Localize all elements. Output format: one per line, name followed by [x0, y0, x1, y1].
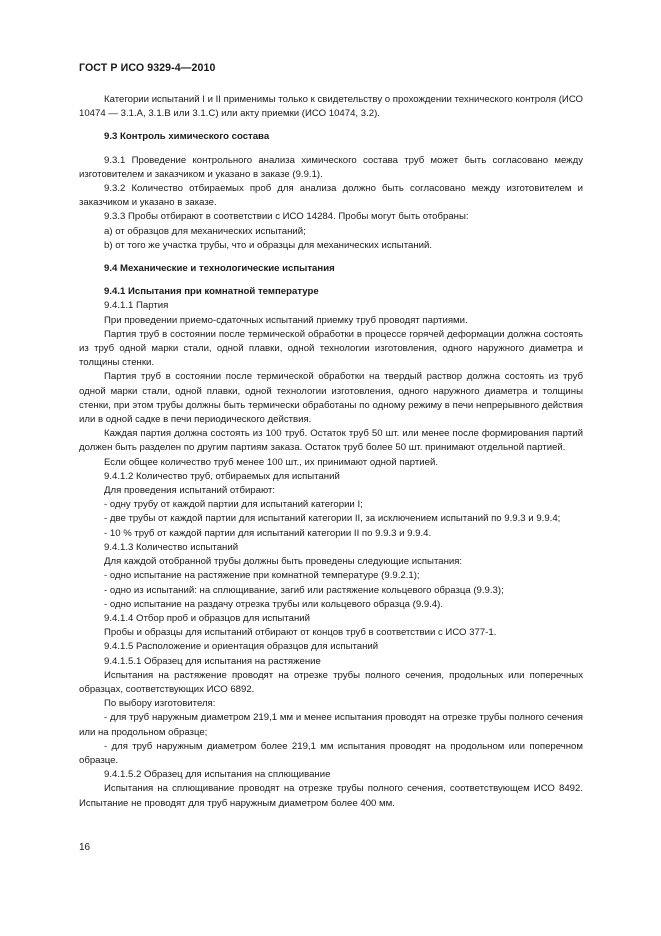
paragraph: Испытания на сплющивание проводят на отрезке трубы полного сечения, соответствующем ИСО 8492. Испытание не проводят для труб наружным диаметром более 400 мм. — [79, 783, 583, 809]
paragraph: При проведении приемо-сдаточных испытаний приемку труб проводят партиями. — [104, 314, 468, 326]
clause-title-9-4-1-2: 9.4.1.2 Количество труб, отбираемых для испытаний — [104, 470, 340, 482]
paragraph: Каждая партия должна состоять из 100 труб. Остаток труб 50 шт. или менее после формирования партий должен быть разделен по другим партиям заказа. Остаток труб более 50 шт. принимают отдельной партией. — [79, 428, 583, 454]
list-item: b) от того же участка трубы, что и образцы для механических испытаний. — [104, 239, 433, 251]
list-item: - 10 % труб от каждой партии для испытаний категории II по 9.9.3 и 9.9.4. — [104, 527, 432, 539]
list-item: - для труб наружным диаметром 219,1 мм и менее испытания проводят на отрезке трубы полного сечения или на продольном образце; — [79, 712, 583, 738]
paragraph-9-3-2: 9.3.2 Количество отбираемых проб для анализа должно быть согласовано между изготовителем и заказчиком и указано в заказе. — [79, 183, 583, 209]
document-body — [79, 93, 583, 811]
subsection-heading-9-4-1: 9.4.1 Испытания при комнатной температуре — [104, 286, 319, 298]
paragraph: Партия труб в состоянии после термической обработки в процессе горячей деформации должна состоять из труб одной марки стали, одной плавки, одной технологии изготовления, одного наружного диаметра и толщины стенки. — [79, 328, 583, 369]
paragraph: По выбору изготовителя: — [104, 698, 216, 710]
clause-title-9-4-1-5-2: 9.4.1.5.2 Образец для испытания на сплющивание — [104, 769, 331, 781]
page-number: 16 — [79, 842, 91, 853]
list-item: - для труб наружным диаметром более 219,1 мм испытания проводят на продольном или поперечном образце. — [79, 740, 583, 766]
section-heading-9-4: 9.4 Механические и технологические испытания — [104, 263, 335, 275]
clause-title-9-4-1-4: 9.4.1.4 Отбор проб и образцов для испытаний — [104, 612, 310, 624]
list-item: а) от образцов для механических испытаний; — [104, 225, 306, 237]
list-item: - одно испытание на растяжение при комнатной температуре (9.9.2.1); — [104, 570, 420, 582]
paragraph-9-3-1: 9.3.1 Проведение контрольного анализа химического состава труб может быть согласовано между изготовителем и заказчиком и указано в заказе (9.9.1). — [79, 154, 583, 180]
clause-title-9-4-1-1: 9.4.1.1 Партия — [104, 300, 169, 312]
paragraph: Испытания на растяжение проводят на отрезке трубы полного сечения, продольных или поперечных образцах, соответствующих ИСО 6892. — [79, 669, 583, 695]
paragraph: Для каждой отобранной трубы должны быть проведены следующие испытания: — [104, 556, 463, 568]
document-header: ГОСТ Р ИСО 9329-4—2010 — [79, 62, 216, 74]
section-heading-9-3: 9.3 Контроль химического состава — [104, 131, 270, 143]
clause-title-9-4-1-5-1: 9.4.1.5.1 Образец для испытания на растяжение — [104, 655, 321, 667]
paragraph: Пробы и образцы для испытаний отбирают от концов труб в соответствии с ИСО 377-1. — [104, 627, 497, 639]
paragraph-9-3-3: 9.3.3 Пробы отбирают в соответствии с ИСО 14284. Пробы могут быть отобраны: — [104, 211, 469, 223]
paragraph: Партия труб в состоянии после термической обработки на твердый раствор должна состоять из труб одной марки стали, одной плавки, одной технологии изготовления, одного наружного диаметра и толщины стенки, при этом трубы должны быть термически обработаны по одному режиму в печи непрерывного действия или в одной садке в печи периодического действия. — [79, 371, 583, 426]
list-item: - одну трубу от каждой партии для испытаний категории I; — [104, 499, 363, 511]
paragraph-test-categories: Категории испытаний I и II применимы только к свидетельству о прохождении технического контроля (ИСО 10474 — 3.1.А, 3.1.В или 3.1.С) или акту приемки (ИСО 10474, 3.2). — [79, 94, 583, 120]
list-item: - одно испытание на раздачу отрезка трубы или кольцевого образца (9.9.4). — [104, 598, 444, 610]
clause-title-9-4-1-5: 9.4.1.5 Расположение и ориентация образцов для испытаний — [104, 641, 379, 653]
clause-title-9-4-1-3: 9.4.1.3 Количество испытаний — [104, 541, 239, 553]
paragraph: Если общее количество труб менее 100 шт., их принимают одной партией. — [104, 456, 439, 468]
list-item: - одно из испытаний: на сплющивание, загиб или растяжение кольцевого образца (9.9.3); — [104, 584, 504, 596]
paragraph: Для проведения испытаний отбирают: — [104, 485, 276, 497]
list-item: - две трубы от каждой партии для испытаний категории II, за исключением испытаний по 9.9.3 и 9.9.4; — [104, 513, 561, 525]
